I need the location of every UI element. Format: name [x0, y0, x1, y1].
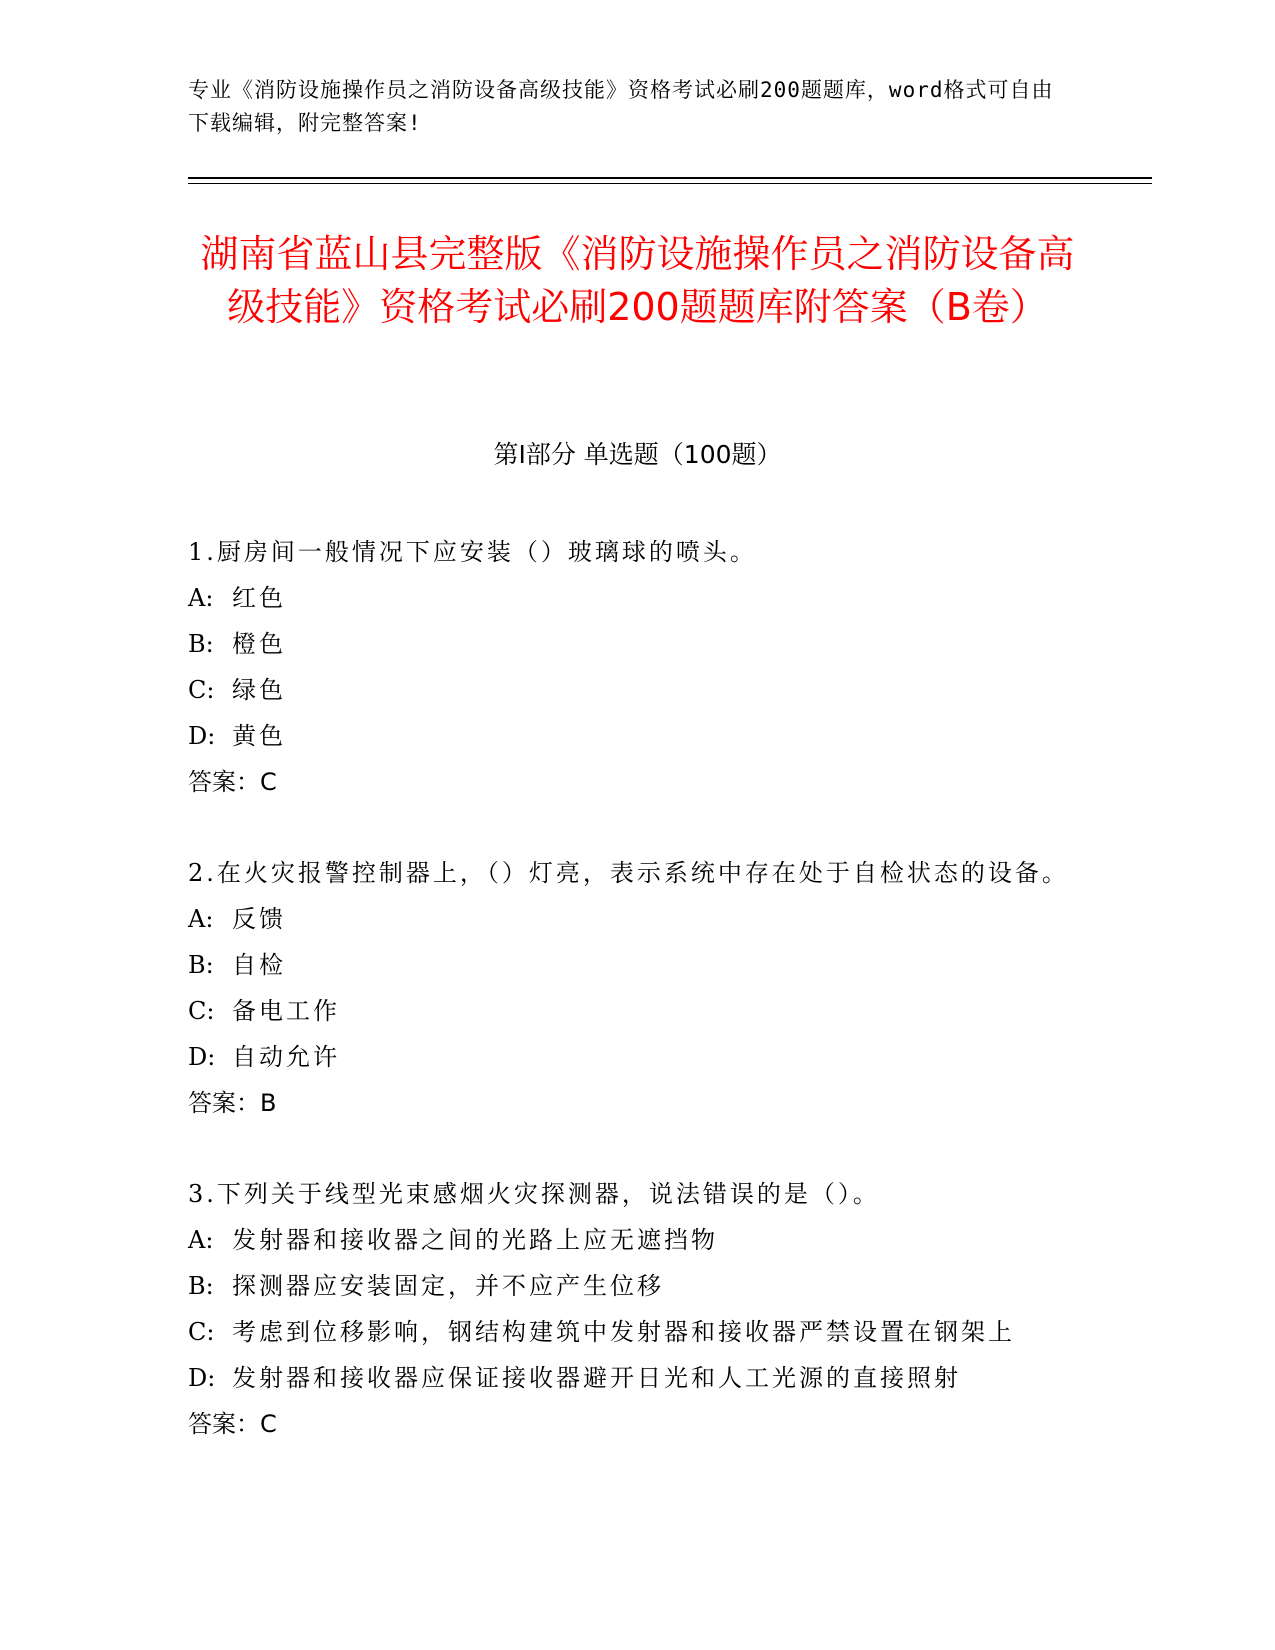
option-b [188, 621, 1088, 667]
option-text: 考虑到位移影响，钢结构建筑中发射器和接收器严禁设置在钢架上 [232, 1318, 1015, 1346]
option-c [188, 667, 1088, 713]
option-c [188, 1309, 1088, 1355]
option-text: 发射器和接收器之间的光路上应无遮挡物 [232, 1226, 718, 1254]
option-text: 自动允许 [232, 1043, 340, 1071]
option-letter: B: [188, 630, 214, 658]
option-letter: A: [188, 905, 214, 933]
option-text: 红色 [232, 584, 286, 612]
question-list [188, 529, 1088, 1492]
option-d [188, 713, 1088, 759]
option-c [188, 988, 1088, 1034]
option-d [188, 1355, 1088, 1401]
answer-line: 答案：C [188, 768, 277, 796]
header-divider-thick [188, 177, 1152, 179]
option-a [188, 1217, 1088, 1263]
header-note: 专业《消防设施操作员之消防设备高级技能》资格考试必刷200题题库，word格式可自由下载编辑，附完整答案! [188, 78, 1054, 135]
option-text: 探测器应安装固定，并不应产生位移 [232, 1272, 664, 1300]
option-text: 发射器和接收器应保证接收器避开日光和人工光源的直接照射 [232, 1364, 961, 1392]
question-2 [188, 850, 1088, 1126]
option-letter: B: [188, 1272, 214, 1300]
section-heading: 第I部分 单选题（100题） [493, 440, 782, 469]
option-letter: A: [188, 584, 214, 612]
option-text: 黄色 [232, 722, 286, 750]
option-b [188, 1263, 1088, 1309]
option-letter: C: [188, 1318, 215, 1346]
option-a [188, 575, 1088, 621]
option-letter: C: [188, 997, 215, 1025]
option-text: 备电工作 [232, 997, 340, 1025]
header-divider-thin [188, 183, 1152, 184]
document-title: 湖南省蓝山县完整版《消防设施操作员之消防设备高级技能》资格考试必刷200题题库附答案（B卷） [200, 232, 1075, 329]
option-letter: C: [188, 676, 215, 704]
option-a [188, 896, 1088, 942]
option-text: 自检 [232, 951, 286, 979]
question-stem: 2.在火灾报警控制器上，（）灯亮，表示系统中存在处于自检状态的设备。 [188, 859, 1069, 887]
option-letter: B: [188, 951, 214, 979]
option-text: 反馈 [232, 905, 286, 933]
option-letter: D: [188, 1043, 216, 1071]
option-d [188, 1034, 1088, 1080]
question-stem: 1.厨房间一般情况下应安装（）玻璃球的喷头。 [188, 538, 757, 566]
question-1 [188, 529, 1088, 805]
option-letter: A: [188, 1226, 214, 1254]
option-letter: D: [188, 1364, 216, 1392]
option-text: 橙色 [232, 630, 286, 658]
option-b [188, 942, 1088, 988]
answer-line: 答案：B [188, 1089, 277, 1117]
option-text: 绿色 [232, 676, 286, 704]
question-stem: 3.下列关于线型光束感烟火灾探测器，说法错误的是（）。 [188, 1180, 880, 1208]
answer-line: 答案：C [188, 1410, 277, 1438]
option-letter: D: [188, 722, 216, 750]
question-3 [188, 1171, 1088, 1447]
